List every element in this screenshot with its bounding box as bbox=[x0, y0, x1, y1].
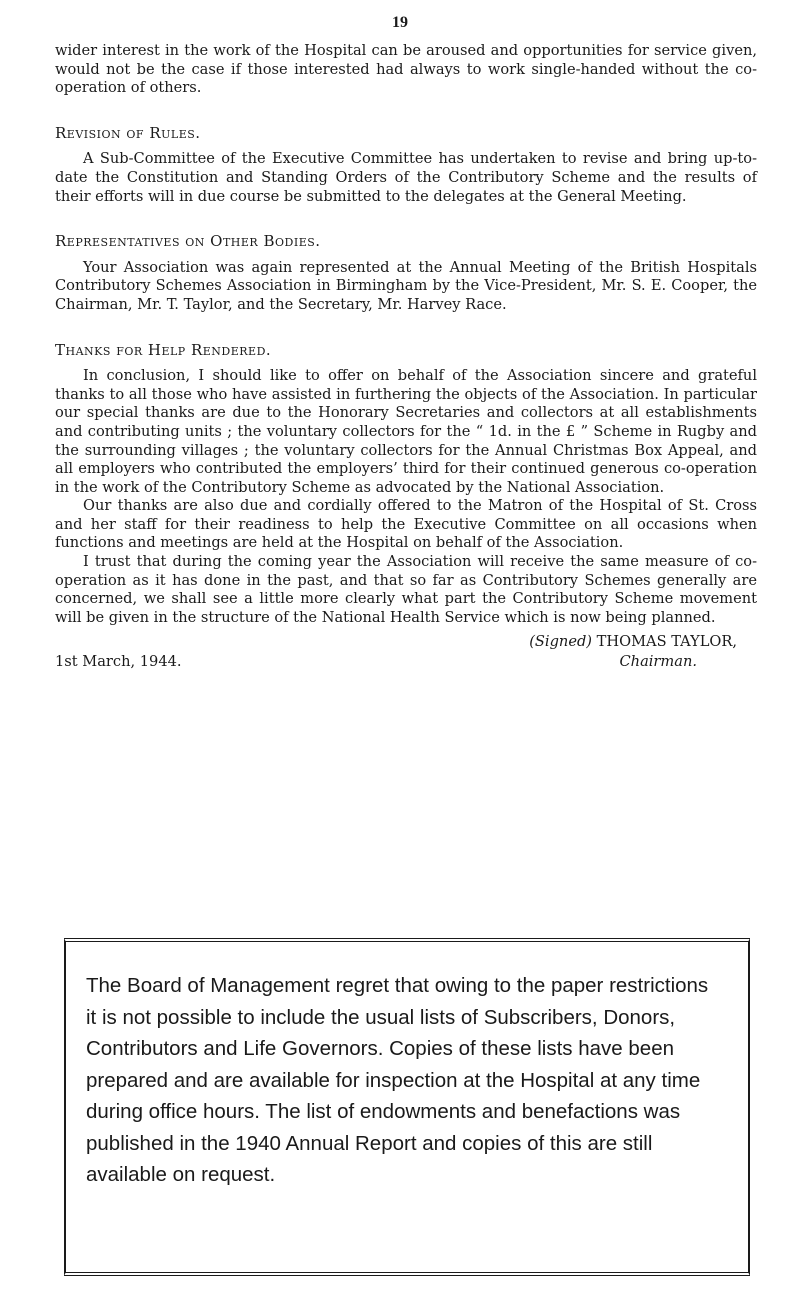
revision-heading: Revision of Rules. bbox=[55, 123, 201, 142]
signature-line bbox=[529, 633, 737, 652]
signature-block bbox=[55, 633, 757, 677]
representatives-heading: Representatives on Other Bodies. bbox=[55, 232, 321, 251]
signed-label: (Signed) bbox=[529, 633, 593, 651]
intro-paragraph: wider interest in the work of the Hospital can be aroused and opportunities for service given, would not be the case if those interested had always to work single-handed without the co-operation of others. bbox=[55, 42, 757, 97]
management-notice-box bbox=[64, 938, 750, 1276]
report-date: 1st March, 1944. bbox=[55, 653, 182, 671]
page-number: 19 bbox=[392, 14, 408, 31]
thanks-paragraph-2: Our thanks are also due and cordially offered to the Matron of the Hospital of St. Cross and her staff for their readiness to help the Executive Committee on all occasions when functions and meetings are held at the Hospital on behalf of the Association. bbox=[55, 497, 757, 552]
management-notice-text: The Board of Management regret that owing to the paper restrictions it is not possible to include the usual lists of Subscribers, Donors, Contributors and Life Governors. Copies of these lists have been prepared and are available for inspection at the Hospital at any time during office hours. The list of endowments and benefactions was published in the 1940 Annual Report and copies of this are still available on request. bbox=[86, 974, 709, 1186]
representatives-paragraph: Your Association was again represented at the Annual Meeting of the British Hospitals Contributory Schemes Association in Birmingham by the Vice-President, Mr. S. E. Cooper, the Chairman, Mr. T. Taylor, and the Secretary, Mr. Harvey Race. bbox=[55, 258, 757, 313]
signatory-role: Chairman. bbox=[619, 653, 697, 671]
thanks-heading: Thanks for Help Rendered. bbox=[55, 340, 272, 359]
thanks-paragraph-1: In conclusion, I should like to offer on behalf of the Association sincere and grateful thanks to all those who have assisted in furthering the objects of the Association. In particular our special thanks are due to the Honorary Secretaries and collectors at all establishments and contributing units ; the voluntary collectors for the “ 1d. in the £ ” Scheme in Rugby and the surrounding villages ; the voluntary collectors for the Annual Christmas Box Appeal, and all employers who contributed the employers’ third for their continued generous co-operation in the work of the Contributory Scheme as advocated by the National Association. bbox=[55, 367, 757, 496]
signatory-name: THOMAS TAYLOR, bbox=[596, 633, 737, 651]
thanks-paragraph-3: I trust that during the coming year the Association will receive the same measure of co-operation as it has done in the past, and that so far as Contributory Schemes generally are concerned, we shall see a little more clearly what part the Contributory Scheme movement will be given in the structure of the National Health Service which is now being planned. bbox=[55, 553, 757, 626]
report-body bbox=[55, 42, 757, 677]
revision-paragraph: A Sub-Committee of the Executive Committee has undertaken to revise and bring up-to-date the Constitution and Standing Orders of the Contributory Scheme and the results of their efforts will in due course be submitted to the delegates at the General Meeting. bbox=[55, 150, 757, 205]
